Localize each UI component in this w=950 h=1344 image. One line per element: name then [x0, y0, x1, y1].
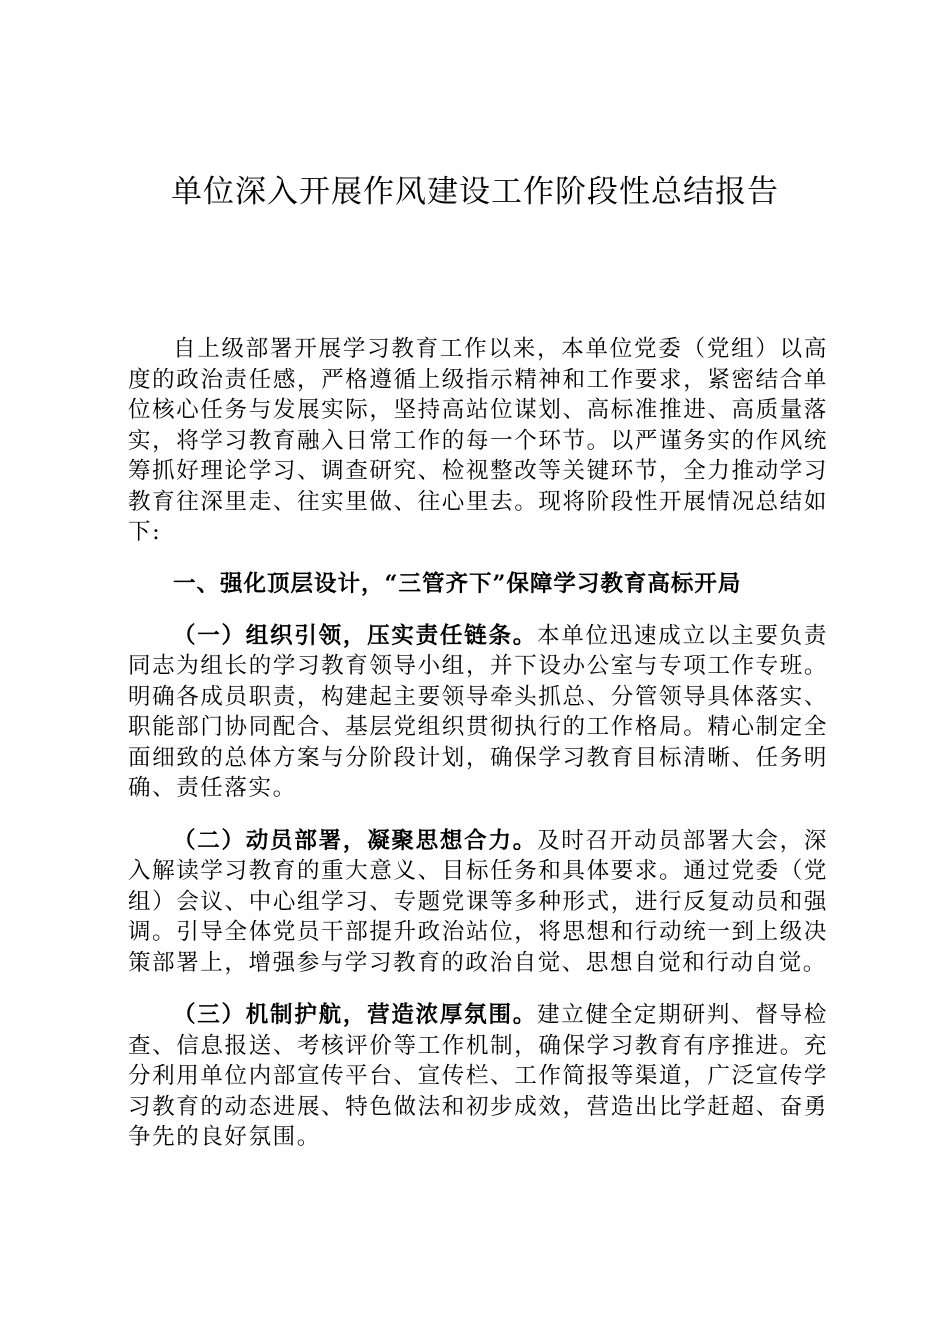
document-title: 单位深入开展作风建设工作阶段性总结报告	[171, 174, 779, 210]
subsection-title: （二）动员部署，凝聚思想合力。	[173, 827, 537, 854]
subsection-title: （三）机制护航，营造浓厚氛围。	[173, 1002, 537, 1028]
intro-paragraph: 自上级部署开展学习教育工作以来，本单位党委（党组）以高度的政治责任感，严格遵循上级指示精神和工作要求，紧密结合单位核心任务与发展实际，坚持高站位谋划、高标准推进、高质量落实，将学习教育融入日常工作的每一个环节。以严谨务实的作风统筹抓好理论学习、调查研究、检视整改等关键环节，全力推动学习教育往深里走、往实里做、往心里去。现将阶段性开展情况总结如下:	[128, 336, 828, 545]
subsection-text: 建立健全定期研判、督导检查、信息报送、考核评价等工作机制，确保学习教育有序推进。充分利用单位内部宣传平台、宣传栏、工作简报等渠道，广泛宣传学习教育的动态进展、特色做法和初步成效，营造出比学赶超、奋勇争先的良好氛围。	[128, 1002, 828, 1150]
document-body	[128, 334, 828, 1175]
subsection-title: （一）组织引领，压实责任链条。	[173, 622, 537, 649]
subsection-paragraph	[128, 621, 828, 804]
subsection-paragraph	[128, 1000, 828, 1153]
subsection-text: 及时召开动员部署大会，深入解读学习教育的重大意义、目标任务和具体要求。通过党委（党组）会议、中心组学习、专题党课等多种形式，进行反复动员和强调。引导全体党员干部提升政治站位，将思想和行动统一到上级决策部署上，增强参与学习教育的政治自觉、思想自觉和行动自觉。	[128, 827, 828, 976]
subsection-text: 本单位迅速成立以主要负责同志为组长的学习教育领导小组，并下设办公室与专项工作专班。明确各成员职责，构建起主要领导牵头抓总、分管领导具体落实、职能部门协同配合、基层党组织贯彻执行的工作格局。精心制定全面细致的总体方案与分阶段计划，确保学习教育目标清晰、任务明确、责任落实。	[128, 622, 828, 801]
section-heading: 一、强化顶层设计，“三管齐下”保障学习教育高标开局	[173, 570, 742, 597]
subsection-paragraph	[128, 826, 828, 979]
